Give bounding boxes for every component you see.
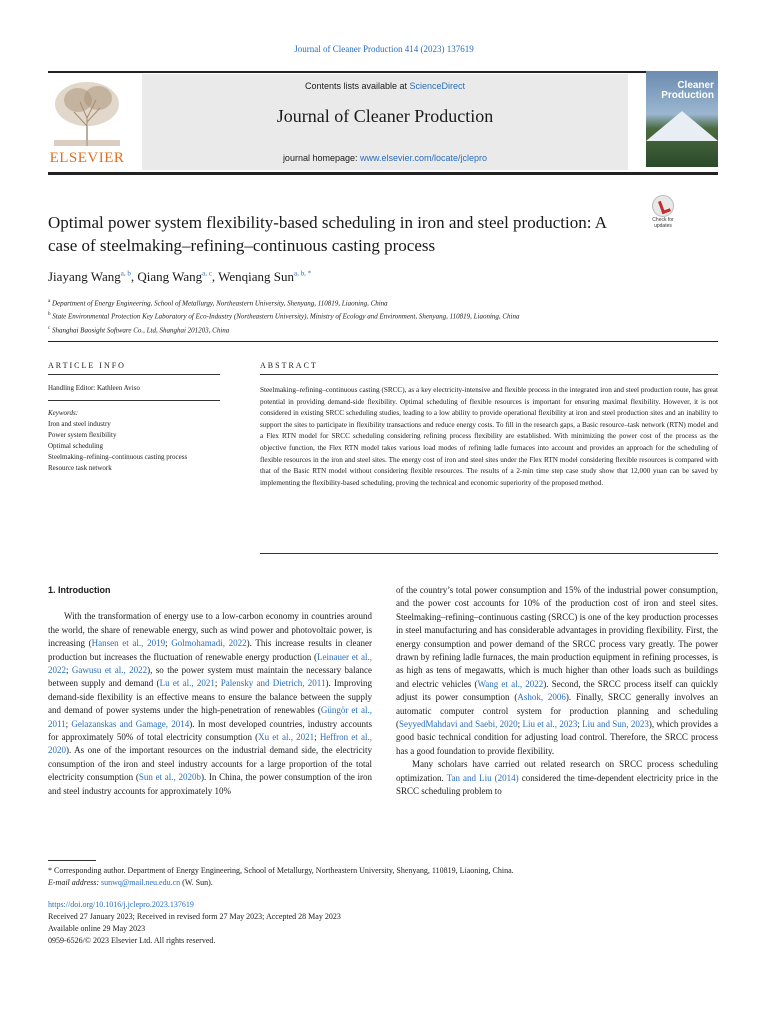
article-info-rule	[48, 374, 220, 375]
citation-link[interactable]: Liu and Sun, 2023	[582, 719, 649, 730]
body-text: ;	[214, 678, 221, 689]
body-right-column	[396, 584, 718, 799]
citation-link[interactable]: Gawusu et al., 2022	[71, 665, 148, 676]
email-line	[48, 877, 718, 889]
email-suffix: (W. Sun).	[180, 878, 213, 887]
body-text: ). Improving demand-side flexibility is an effective means to ensure the balance between the supply and demand of power systems under the high-penetration of renewables (	[48, 678, 372, 716]
copyright-line: 0959-6526/© 2023 Elsevier Ltd. All rights reserved.	[48, 936, 216, 945]
cover-title	[661, 81, 714, 101]
citation-link[interactable]: Sun et al., 2020b	[138, 772, 201, 783]
corresponding-author-note: * Corresponding author. Department of Energy Engineering, School of Metallurgy, Northeastern University, Shenyang, 110819, Liaoning, China.	[48, 866, 514, 875]
body-text: Many scholars have carried out related research on SRCC process scheduling optimization.	[396, 759, 718, 783]
citation-link[interactable]: Ashok, 2006	[517, 692, 566, 703]
citation-link[interactable]: Xu et al., 2021	[258, 732, 315, 743]
author-name[interactable]: Wenqiang Sun	[218, 269, 294, 284]
received-dates: Received 27 January 2023; Received in revised form 27 May 2023; Accepted 28 May 2023	[48, 912, 341, 921]
body-text: ), which provides a good basic technical condition for adjusting load control. Therefore, the SRCC process has a good foundation to provide flexibility.	[396, 719, 718, 756]
author-affil-marker[interactable]: a, b, *	[294, 269, 312, 278]
handling-editor-rule	[48, 400, 220, 401]
abstract-text: Steelmaking–refining–continuous casting (SRCC), as a key electricity-intensive and flexible process in the integrated iron and steel production route, has great potential in providing demand-side flexibility. Optimal scheduling of flexible resources is important for ensuring maximal flexibility. However, it is not considered in existing SRCC scheduling studies, leading to a low ability to provide operational flexibility at iron and steel production sites and an inability to support the sites to participate in flexibility transactions and reduce energy costs. To fill in the research gaps, a Basic resource–task network (RTN) model and a Flex RTN model for SRCC scheduling considering refining process flexibility are established. With minimizing the power cost of the process as the objective function, the Flex RTN model takes various load modes of refining ladle furnaces into account and provides an approach for the scheduling of flexible resources in the iron and steel sites. The energy cost of iron and steel sites under the Flex RTN model considering flexible resources is compared with that of the Basic RTN model without considering flexible resources. The results of a 2-min time step case study show that 12,000 yuan can be saved by implementing the flexibility-based scheduling, proving the technical and economic superiority of the proposed method.	[260, 386, 718, 487]
body-text: ). Second, the SRCC process itself can quickly adjust its power consumption (	[396, 678, 718, 703]
body-text: ). Finally, SRCC generally involves an automatic computer control system for production planning and scheduling (	[396, 692, 718, 730]
affiliation-item	[48, 296, 718, 309]
citation-link[interactable]: SeyyedMahdavi and Saebi, 2020	[399, 719, 518, 730]
affiliation-item	[48, 323, 718, 336]
body-left-column	[48, 584, 372, 798]
author-name[interactable]: Qiang Wang	[137, 269, 203, 284]
body-text: considered the time-dependent electricity price in the SRCC scheduling problem to	[396, 772, 718, 797]
citation-link[interactable]: Leinauer et al., 2022	[48, 651, 372, 676]
author-name[interactable]: Jiayang Wang	[48, 269, 121, 284]
citation-link[interactable]: Güngör et al., 2011	[48, 705, 372, 729]
header-divider	[48, 341, 718, 342]
contents-prefix: Contents lists available at	[304, 81, 410, 91]
masthead-bottom-rule	[48, 172, 718, 175]
affiliation-text: Shanghai Baosight Software Co., Ltd, Shanghai 201203, China	[51, 325, 230, 334]
keyword-item: Optimal scheduling	[48, 442, 104, 450]
body-text: of the country’s total power consumption and 15% of the industrial power consumption, and the power cost accounts for 10% of the production cost of iron and steel sites. Steelmaking–refining–continuous casting (SRCC) is one of the key production processes in steel manufacturing and has considerable advantages in providing flexibility. First, the energy consumption and power demand of the SRCC process vary greatly. The power drawn by refining ladle furnaces, the main production equipment in refining processes, is as high as tens of megawatts, which is much higher than other loads such as buildings and electric vehicles (	[396, 585, 718, 689]
citation-link[interactable]: Wang et al., 2022	[477, 678, 544, 689]
check-updates-label-1: Check for	[652, 217, 674, 223]
citation-link[interactable]: Tan and Liu (2014)	[446, 772, 519, 783]
keyword-item: Iron and steel industry	[48, 420, 111, 428]
contents-line	[142, 81, 628, 91]
section-heading: 1. Introduction	[48, 585, 111, 595]
body-text: ;	[517, 719, 523, 730]
check-updates-label-2: updates	[654, 223, 672, 229]
masthead-top-rule	[48, 71, 718, 73]
body-text: ). As one of the important resources on the industrial demand side, the electricity consumption of the iron and steel industry accounts for a large proportion of the total electricity consumption (	[48, 745, 372, 783]
available-online: Available online 29 May 2023	[48, 924, 146, 933]
footnote-rule	[48, 860, 96, 861]
publication-info	[48, 899, 718, 947]
author-affil-marker[interactable]: a, c	[202, 269, 212, 278]
journal-title: Journal of Cleaner Production	[276, 106, 494, 126]
check-updates-icon	[652, 195, 674, 217]
intro-paragraph-1-cont	[396, 584, 718, 758]
citation-link[interactable]: Golmohamadi, 2022	[171, 638, 247, 649]
handling-editor: Handling Editor: Kathleen Aviso	[48, 384, 140, 392]
citation-link[interactable]: Liu et al., 2023	[522, 719, 578, 730]
intro-paragraph-1	[48, 610, 372, 798]
sciencedirect-link[interactable]: ScienceDirect	[409, 81, 466, 91]
affiliation-text: State Environmental Protection Key Laboratory of Eco-Industry (Northeastern University), Ministry of Ecology and Environment, Shenyang, 110819, Liaoning, China	[52, 312, 520, 321]
journal-cover-image[interactable]	[646, 71, 718, 167]
keyword-item: Power system flexibility	[48, 431, 117, 439]
affiliation-marker: b	[48, 312, 51, 318]
affiliation-marker: c	[48, 325, 51, 331]
footnote	[48, 865, 718, 889]
elsevier-wordmark: ELSEVIER	[49, 150, 125, 166]
keywords-label: Keywords:	[48, 409, 79, 417]
cover-title-line1: Cleaner	[677, 80, 714, 91]
body-text: ). This increase results in cleaner production but increases the fluctuation of renewable energy production (	[48, 638, 372, 662]
citation-link[interactable]: Palensky and Dietrich, 2011	[220, 678, 326, 689]
affiliation-item	[48, 309, 718, 322]
keyword-item: Steelmaking–refining–continuous casting process	[48, 453, 188, 461]
body-text: ;	[66, 665, 72, 676]
body-text: With the transformation of energy use to a low-carbon economy in countries around the world, the share of renewable energy, such as wind power and photovoltaic power, is increasing (	[48, 611, 372, 649]
homepage-link[interactable]: www.elsevier.com/locate/jclepro	[360, 153, 488, 163]
abstract-bottom-rule	[260, 553, 718, 554]
body-text: ;	[577, 719, 583, 730]
body-text: ;	[165, 638, 172, 649]
email-label: E-mail address:	[48, 878, 102, 887]
abstract-heading: ABSTRACT	[260, 361, 318, 370]
article-info-heading: ARTICLE INFO	[48, 361, 126, 370]
cover-title-line2: Production	[661, 90, 714, 101]
affiliation-text: Department of Energy Engineering, School of Metallurgy, Northeastern University, Shenyang, 110819, Liaoning, China	[51, 299, 388, 308]
affiliations	[48, 296, 718, 336]
body-text: ;	[314, 732, 320, 743]
body-text: ;	[65, 718, 72, 729]
citation-link[interactable]: Heffron et al., 2020	[48, 732, 372, 756]
email-link[interactable]: sunwq@mail.neu.edu.cn	[101, 878, 181, 887]
keywords-block	[48, 408, 220, 474]
citation-link[interactable]: Gelazanskas and Gamage, 2014	[71, 718, 190, 729]
journal-reference[interactable]: Journal of Cleaner Production 414 (2023) 137619	[294, 44, 474, 54]
author-affil-marker[interactable]: a, b	[120, 269, 131, 278]
intro-paragraph-2	[396, 758, 718, 798]
citation-link[interactable]: Hansen et al., 2019	[91, 638, 166, 649]
cover-mountain-graphic	[646, 111, 718, 141]
body-text: ). In most developed countries, industry accounts for approximately 50% of total electricity consumption (	[48, 718, 372, 743]
affiliation-marker: a	[48, 299, 51, 304]
author-list: Jiayang Wang$^{a, b}$, Qiang Wang$^{a, c}$, Wenqiang Sun$^{a, b, *}$	[48, 269, 312, 284]
keyword-item: Resource task network	[48, 464, 112, 472]
check-for-updates-badge[interactable]	[647, 195, 679, 231]
article-title: Optimal power system flexibility-based scheduling in iron and steel production: A case of steelmaking–refining–continuous casting process	[48, 213, 607, 255]
body-text: ). In China, the power consumption of the iron and steel industry accounts for approximately 10%	[48, 772, 373, 796]
doi-link[interactable]: https://doi.org/10.1016/j.jclepro.2023.137619	[48, 900, 194, 909]
abstract-top-rule	[260, 374, 718, 375]
homepage-prefix: journal homepage:	[282, 153, 360, 163]
body-text: ), so the power system must maintain the necessary balance between supply and demand (	[48, 665, 372, 689]
homepage-line	[142, 153, 628, 163]
citation-link[interactable]: Lu et al., 2021	[159, 678, 215, 689]
